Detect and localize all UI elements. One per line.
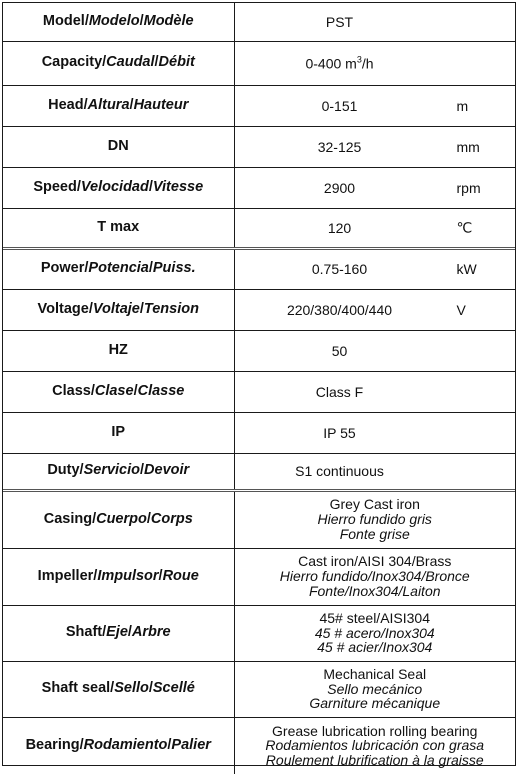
row-label-model: Model/Modelo/Modèle [3, 3, 234, 41]
table-row [3, 717, 515, 774]
table-row [3, 289, 515, 330]
row-value-impeller: Cast iron/AISI 304/Brass Hierro fundido/Inox304/Bronce Fonte/Inox304/Laiton [234, 548, 515, 605]
row-label-speed: Speed/Velocidad/Vitesse [3, 167, 234, 208]
row-label-voltage: Voltage/Voltaje/Tension [3, 289, 234, 330]
row-value-class: Class F [234, 371, 515, 412]
row-label-tmax: T max [3, 208, 234, 248]
row-value-power: 0.75-160 kW [234, 248, 515, 289]
spec-sheet [2, 2, 516, 769]
row-label-shaft-seal: Shaft seal/Sello/Scellé [3, 661, 234, 717]
table-row [3, 126, 515, 167]
row-value-voltage: 220/380/400/440 V [234, 289, 515, 330]
row-value-hz: 50 [234, 330, 515, 371]
row-value-shaft-seal: Mechanical Seal Sello mecánico Garniture mécanique [234, 661, 515, 717]
row-label-hz: HZ [3, 330, 234, 371]
row-label-class: Class/Clase/Classe [3, 371, 234, 412]
table-row [3, 330, 515, 371]
row-label-duty: Duty/Servicio/Devoir [3, 453, 234, 490]
table-row [3, 3, 515, 41]
table-row [3, 605, 515, 661]
table-row [3, 208, 515, 248]
row-value-capacity: 0-400 $m^3/h$ [234, 41, 515, 85]
row-value-ip: IP 55 [234, 412, 515, 453]
row-label-shaft: Shaft/Eje/Arbre [3, 605, 234, 661]
row-value-bearing: Grease lubrication rolling bearing Rodamientos lubricación con grasa Roulement lubrification à la graisse [234, 717, 515, 774]
row-value-dn: 32-125 mm [234, 126, 515, 167]
table-row [3, 661, 515, 717]
table-row [3, 167, 515, 208]
table-row [3, 490, 515, 548]
spec-table [3, 3, 515, 774]
row-value-head: 0-151 m [234, 85, 515, 126]
row-label-dn: DN [3, 126, 234, 167]
row-label-capacity: Capacity/Caudal/Débit [3, 41, 234, 85]
table-row [3, 453, 515, 490]
row-value-tmax: 120 ℃ [234, 208, 515, 248]
row-value-model: PST [234, 3, 515, 41]
row-label-casing: Casing/Cuerpo/Corps [3, 490, 234, 548]
row-value-duty: S1 continuous [234, 453, 515, 490]
row-label-head: Head/Altura/Hauteur [3, 85, 234, 126]
table-row [3, 248, 515, 289]
table-row [3, 371, 515, 412]
table-row [3, 85, 515, 126]
row-value-casing: Grey Cast iron Hierro fundido gris Fonte grise [234, 490, 515, 548]
row-label-impeller: Impeller/Impulsor/Roue [3, 548, 234, 605]
table-row [3, 412, 515, 453]
row-label-bearing: Bearing/Rodamiento/Palier [3, 717, 234, 774]
table-row [3, 41, 515, 85]
table-row [3, 548, 515, 605]
row-value-shaft: 45# steel/AISI304 45 # acero/Inox304 45 # acier/Inox304 [234, 605, 515, 661]
row-label-power: Power/Potencia/Puiss. [3, 248, 234, 289]
row-value-speed: 2900 rpm [234, 167, 515, 208]
row-label-ip: IP [3, 412, 234, 453]
